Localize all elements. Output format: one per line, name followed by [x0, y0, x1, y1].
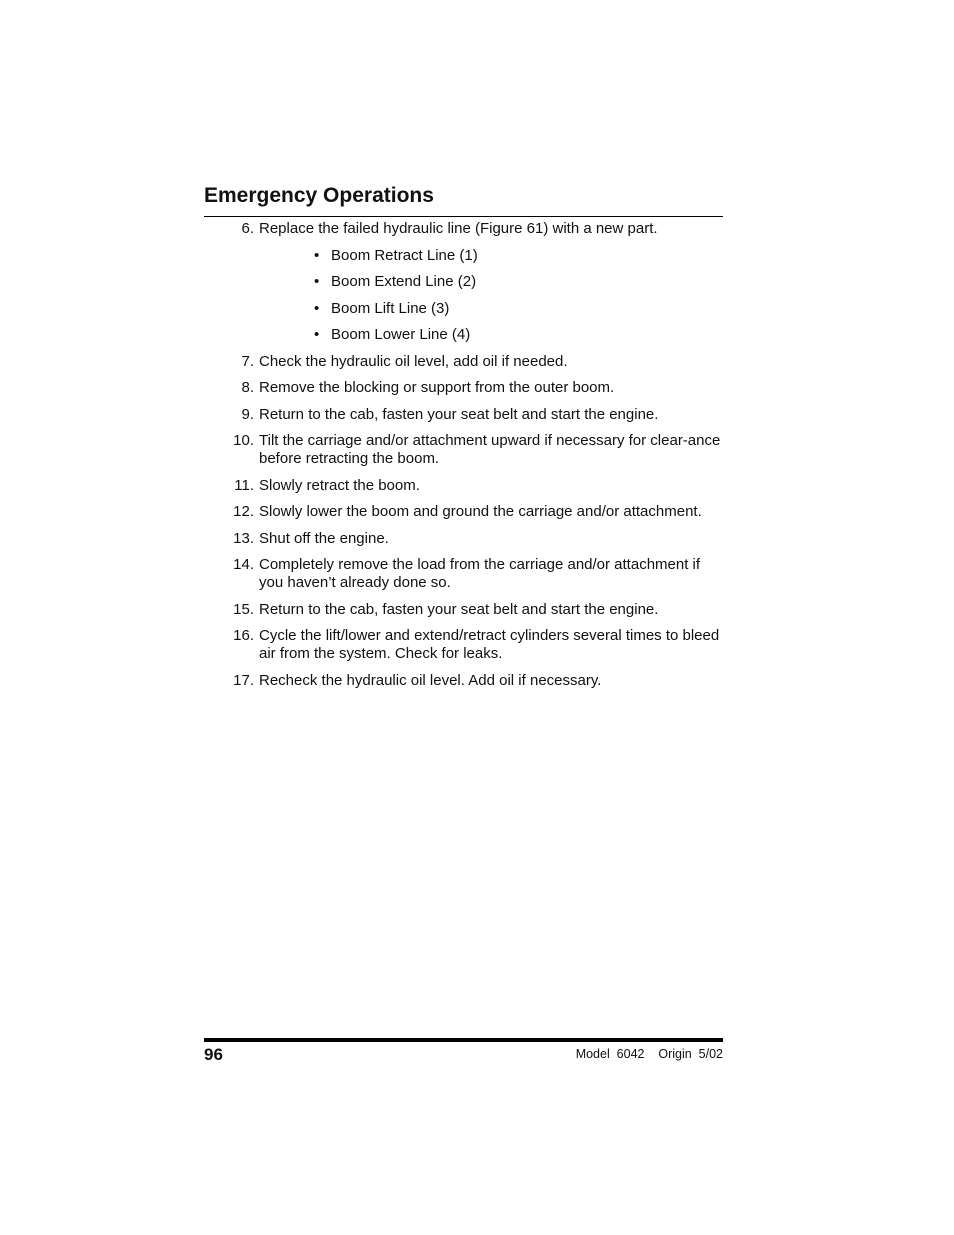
step-number: 10.	[233, 432, 254, 449]
step-number: 12.	[233, 503, 254, 520]
step-16	[204, 627, 723, 663]
step-text: Slowly retract the boom.	[259, 476, 420, 494]
step-text: Check the hydraulic oil level, add oil if needed.	[259, 352, 568, 370]
step-number: 14.	[233, 556, 254, 573]
list-item-text: Boom Lift Line (3)	[331, 299, 450, 317]
step-number: 6.	[241, 220, 254, 237]
model-origin-info: Model 6042 Origin 5/02	[575, 1047, 723, 1061]
bullet-glyph: •	[314, 246, 320, 264]
step-13	[204, 530, 723, 548]
list-item	[259, 300, 723, 318]
header-rule	[204, 216, 723, 217]
step-number: 8.	[241, 379, 254, 396]
step-6	[204, 220, 723, 344]
step-number: 11.	[234, 476, 254, 494]
step-12	[204, 503, 723, 521]
bullet-glyph: •	[314, 273, 320, 290]
bullet-glyph: •	[314, 299, 320, 317]
list-item-text: Boom Retract Line (1)	[331, 246, 478, 264]
step-number: 16.	[233, 627, 254, 644]
list-item-text: Boom Extend Line (2)	[331, 273, 477, 290]
step-text: Recheck the hydraulic oil level. Add oil if necessary.	[259, 671, 602, 689]
step-text: Cycle the lift/lower and extend/retract cylinders several times to bleed air from the system. Check for leaks.	[259, 627, 720, 662]
step-text: Remove the blocking or support from the outer boom.	[259, 379, 615, 396]
step-14	[204, 556, 723, 592]
list-item	[259, 247, 723, 265]
section-title: Emergency Operations	[204, 184, 434, 207]
step-11	[204, 477, 723, 495]
hydraulic-line-list	[259, 247, 723, 345]
bullet-glyph: •	[314, 326, 320, 343]
step-text: Return to the cab, fasten your seat belt and start the engine.	[259, 600, 659, 618]
step-number: 7.	[241, 352, 254, 370]
step-number: 15.	[233, 600, 254, 618]
step-text: Completely remove the load from the carriage and/or attachment if you haven’t already done so.	[259, 556, 701, 591]
step-text: Slowly lower the boom and ground the carriage and/or attachment.	[259, 503, 702, 520]
step-number: 13.	[233, 529, 254, 547]
page-number: 96	[204, 1045, 223, 1064]
step-text: Replace the failed hydraulic line (Figure 61) with a new part.	[259, 220, 658, 237]
step-number: 9.	[241, 405, 254, 423]
step-15	[204, 601, 723, 619]
step-9	[204, 406, 723, 424]
step-text: Tilt the carriage and/or attachment upward if necessary for clear-ance before retracting the boom.	[259, 432, 721, 467]
step-text: Shut off the engine.	[259, 529, 389, 547]
step-7	[204, 353, 723, 371]
step-number: 17.	[233, 671, 254, 689]
step-8	[204, 379, 723, 397]
list-item	[259, 326, 723, 344]
step-text: Return to the cab, fasten your seat belt and start the engine.	[259, 405, 659, 423]
list-item-text: Boom Lower Line (4)	[331, 326, 471, 343]
list-item	[259, 273, 723, 291]
step-10	[204, 432, 723, 468]
footer-rule	[204, 1038, 723, 1042]
procedure-steps	[204, 220, 723, 698]
step-17	[204, 672, 723, 690]
